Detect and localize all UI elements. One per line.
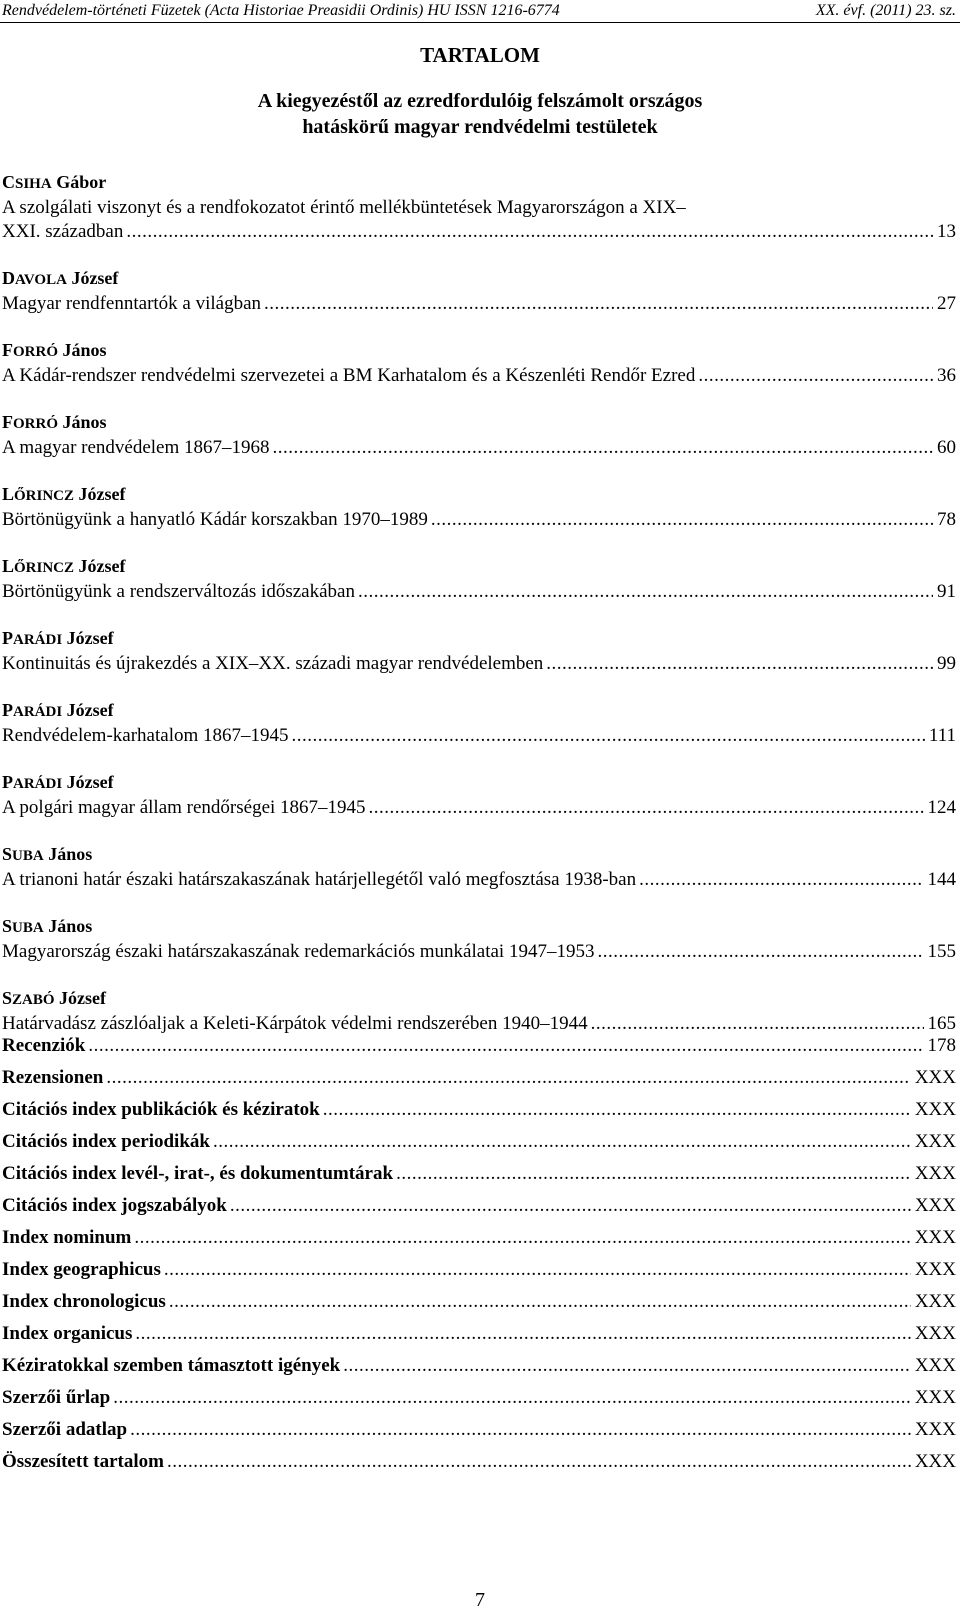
page-ref: XXX [914,1099,956,1120]
toc-entry [0,408,960,480]
author-surname-initial: F [2,412,13,432]
entry-title-row [0,220,960,244]
author-surname-initial: P [2,628,13,648]
author-surname-caps: ŐRINCZ [14,560,75,576]
page-ref: 27 [937,293,956,314]
entry-title-row [0,724,960,748]
entry-title: Kontinuitás és újrakezdés a XIX–XX. századi magyar rendvédelemben [2,653,544,674]
section-list [0,1030,960,1478]
toc-entry [0,696,960,768]
section-row [0,1286,960,1318]
author-name [0,552,960,580]
author-surname-caps: ORRÓ [13,416,58,432]
author-given-name: József [66,700,114,720]
section-title: Index nominum [2,1227,132,1248]
author-name [0,168,960,196]
author-given-name: József [59,988,107,1008]
entry-title-row [0,364,960,388]
page-ref: XXX [914,1355,956,1376]
entry-title-row [0,580,960,604]
author-name [0,336,960,364]
page-ref: XXX [914,1067,956,1088]
section-title: Összesített tartalom [2,1451,164,1472]
section-row [0,1318,960,1350]
author-surname-caps: UBA [12,920,44,936]
dot-leader [431,508,933,532]
section-row [0,1446,960,1478]
page-ref: 60 [937,437,956,458]
author-surname-caps: AVOLA [15,272,67,288]
section-title: Szerzői űrlap [2,1387,111,1408]
toc-entry [0,480,960,552]
author-surname-initial: S [2,988,13,1008]
page-ref: XXX [914,1163,956,1184]
entry-title-row [0,292,960,316]
entry-title: A Kádár-rendszer rendvédelmi szervezetei a BM Karhatalom és a Készenléti Rendőr Ezred [2,365,696,386]
author-name [0,840,960,868]
entry-title-row [0,652,960,676]
entry-title: XXI. században [2,221,124,242]
page-ref: XXX [914,1387,956,1408]
section-title: Index geographicus [2,1259,161,1280]
author-surname-initial: P [2,772,13,792]
author-surname-initial: L [2,556,15,576]
page-ref: 144 [927,869,956,890]
dot-leader [213,1126,911,1158]
author-given-name: János [62,412,107,432]
entry-title: Börtönügyünk a rendszerváltozás időszakában [2,581,355,602]
running-header [0,0,960,23]
entry-title: Határvadász zászlóaljak a Keleti-Kárpátok védelmi rendszerében 1940–1944 [2,1013,588,1034]
page-ref: 165 [927,1013,956,1034]
page-ref: XXX [914,1323,956,1344]
dot-leader [292,724,925,748]
section-row [0,1030,960,1062]
author-name [0,264,960,292]
dot-leader [597,940,923,964]
section-title: Citációs index publikációk és kéziratok [2,1099,320,1120]
dot-leader [273,436,933,460]
page-ref: 111 [928,725,956,746]
entry-title-row [0,868,960,892]
dot-leader [396,1158,911,1190]
section-row [0,1414,960,1446]
author-given-name: János [48,916,93,936]
page-ref: 91 [937,581,956,602]
dot-leader [88,1030,923,1062]
section-row [0,1254,960,1286]
entry-title: Börtönügyünk a hanyatló Kádár korszakban 1970–1989 [2,509,428,530]
article-list [0,168,960,1056]
section-row [0,1350,960,1382]
section-row [0,1158,960,1190]
toc-subtitle-line-2: hatáskörű magyar rendvédelmi testületek [302,116,658,138]
dot-leader [167,1446,911,1478]
section-title: Szerzői adatlap [2,1419,128,1440]
issue-citation: XX. évf. (2011) 23. sz. [815,2,956,19]
page-ref: 36 [937,365,956,386]
page-ref: XXX [914,1451,956,1472]
author-given-name: Gábor [56,172,107,192]
section-title: Citációs index periodikák [2,1131,210,1152]
toc-entry [0,168,960,264]
section-row [0,1382,960,1414]
author-given-name: József [78,484,126,504]
author-surname-initial: C [2,172,15,192]
toc-entry [0,768,960,840]
author-surname-caps: UBA [12,848,44,864]
section-title: Citációs index jogszabályok [2,1195,227,1216]
author-given-name: János [62,340,107,360]
section-title: Rezensionen [2,1067,104,1088]
page-ref: XXX [914,1227,956,1248]
page-ref: 178 [927,1035,956,1056]
author-surname-initial: F [2,340,13,360]
author-surname-caps: ARÁDI [13,776,63,792]
entry-title-row [0,940,960,964]
dot-leader [230,1190,911,1222]
section-title: Index organicus [2,1323,133,1344]
author-surname-caps: ORRÓ [13,344,58,360]
toc-entry [0,840,960,912]
author-surname-caps: ARÁDI [13,632,63,648]
page-ref: XXX [914,1259,956,1280]
dot-leader [106,1062,911,1094]
page-ref: XXX [914,1195,956,1216]
entry-title: Magyar rendfenntartók a világban [2,293,262,314]
page-ref: XXX [914,1131,956,1152]
section-title: Citációs index levél-, irat-, és dokumentumtárak [2,1163,394,1184]
dot-leader [358,580,933,604]
author-surname-caps: ARÁDI [13,704,63,720]
toc-entry [0,336,960,408]
entry-title-row [0,436,960,460]
author-given-name: József [78,556,126,576]
toc-subtitle-line-1: A kiegyezéstől az ezredfordulóig felszámolt országos [257,90,703,112]
dot-leader [546,652,933,676]
dot-leader [369,796,924,820]
page-ref: 99 [937,653,956,674]
dot-leader [343,1350,911,1382]
entry-title: A trianoni határ északi határszakaszának határjellegétől való megfosztása 1938-ban [2,869,637,890]
author-given-name: József [66,628,114,648]
entry-title-line: A szolgálati viszonyt és a rendfokozatot érintő mellékbüntetések Magyarországon a XIX– [2,197,686,218]
page-number: 7 [475,1589,485,1611]
author-surname-caps: ZABÓ [12,992,55,1008]
author-surname-caps: ŐRINCZ [14,488,75,504]
author-surname-initial: S [2,844,13,864]
author-name [0,696,960,724]
author-name [0,480,960,508]
page-ref: 13 [937,221,956,242]
author-surname-initial: S [2,916,13,936]
author-name [0,984,960,1012]
dot-leader [130,1414,911,1446]
section-title: Index chronologicus [2,1291,166,1312]
dot-leader [264,292,933,316]
section-title: Kéziratokkal szemben támasztott igények [2,1355,341,1376]
page-ref: XXX [914,1419,956,1440]
dot-leader [169,1286,911,1318]
section-row [0,1062,960,1094]
author-surname-caps: SIHA [15,176,52,192]
entry-title: A polgári magyar állam rendőrségei 1867–1945 [2,797,366,818]
page-ref: 78 [937,509,956,530]
section-row [0,1222,960,1254]
author-given-name: József [66,772,114,792]
page-ref: 124 [927,797,956,818]
author-name [0,408,960,436]
dot-leader [323,1094,911,1126]
toc-entry [0,624,960,696]
entry-title: Magyarország északi határszakaszának redemarkációs munkálatai 1947–1953 [2,941,595,962]
page-ref: 155 [927,941,956,962]
toc-entry [0,912,960,984]
author-name [0,912,960,940]
section-row [0,1190,960,1222]
author-given-name: János [48,844,93,864]
toc-subtitle [0,88,960,140]
author-surname-initial: L [2,484,15,504]
author-name [0,768,960,796]
author-surname-initial: P [2,700,13,720]
entry-title-row [0,508,960,532]
toc-entry [0,552,960,624]
section-title: Recenziók [2,1035,86,1056]
entry-title: Rendvédelem-karhatalom 1867–1945 [2,725,289,746]
toc-title: TARTALOM [420,43,540,67]
entry-title: A magyar rendvédelem 1867–1968 [2,437,270,458]
dot-leader [698,364,933,388]
author-name [0,624,960,652]
toc-entry [0,264,960,336]
author-given-name: József [71,268,119,288]
dot-leader [126,220,933,244]
dot-leader [134,1222,910,1254]
page-ref: XXX [914,1291,956,1312]
journal-citation: Rendvédelem-történeti Füzetek (Acta Historiae Preasidii Ordinis) HU ISSN 1216-6774 [2,2,560,19]
entry-title-row [0,796,960,820]
section-row [0,1126,960,1158]
dot-leader [135,1318,910,1350]
dot-leader [164,1254,911,1286]
dot-leader [113,1382,911,1414]
author-surname-initial: D [2,268,15,288]
dot-leader [639,868,923,892]
section-row [0,1094,960,1126]
